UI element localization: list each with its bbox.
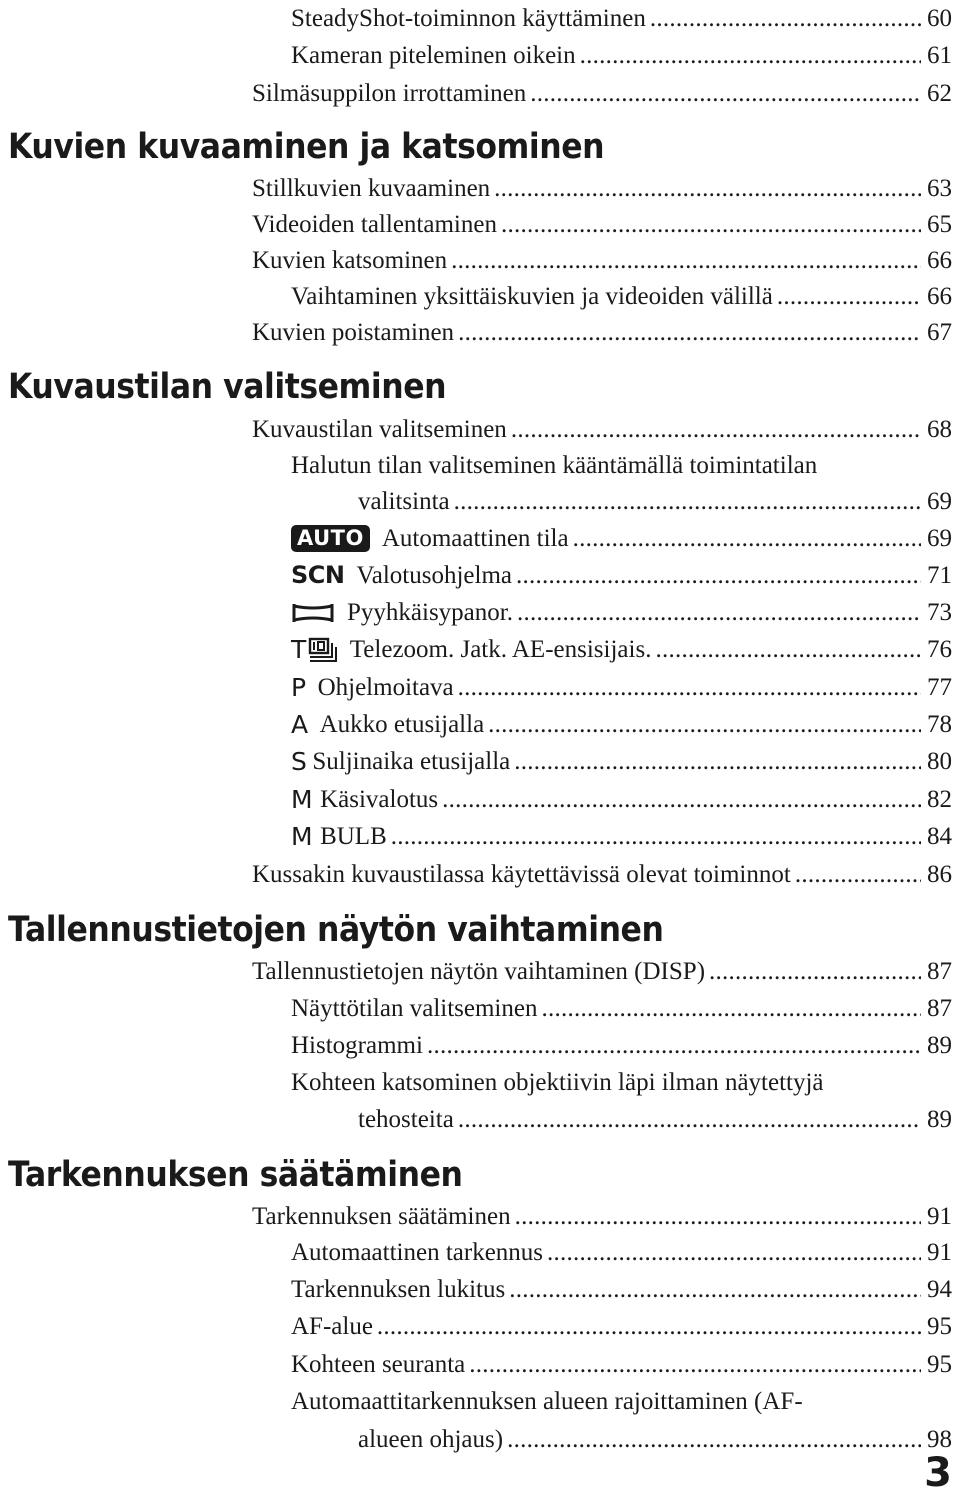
section-heading: Kuvaustilan valitseminen [8,367,447,407]
toc-entry-page: 77 [927,674,952,701]
aperture-priority-icon: A [291,710,308,739]
leader-dots [573,520,921,557]
toc-entry-title: Kuvaustilan valitseminen [252,416,507,443]
leader-dots [777,278,921,315]
toc-entry-title: Tarkennuksen säätäminen [252,1203,511,1230]
leader-dots [516,557,921,594]
toc-entry-title: Automaattitarkennuksen alueen rajoittaminen (AF- [291,1388,803,1415]
toc-entry[interactable] [252,314,952,351]
toc-entry-title: Silmäsuppilon irrottaminen [252,80,527,107]
toc-entry[interactable] [252,170,952,207]
sweep-panorama-icon [291,598,335,628]
toc-entry-title: Tarkennuksen lukitus [291,1276,506,1303]
toc-entry-title: Kussakin kuvaustilassa käytettävissä olevat toiminnot [252,861,791,888]
toc-entry-page: 95 [927,1351,952,1378]
tele-zoom-letter: T [291,635,306,664]
leader-dots [451,242,921,279]
toc-entry-page: 91 [927,1239,952,1266]
toc-entry-page: 66 [927,247,952,274]
toc-entry-title: Videoiden tallentaminen [252,211,497,238]
toc-entry-page: 78 [927,711,952,738]
leader-dots [514,743,921,780]
toc-entry-page: 94 [927,1276,952,1303]
toc-entry-page: 76 [927,636,952,663]
leader-dots [509,1271,921,1308]
toc-entry-title: Käsivalotus [320,786,439,813]
toc-entry-page: 86 [927,861,952,888]
toc-entry-title: Kameran piteleminen oikein [291,42,576,69]
toc-entry-title: Näyttötilan valitseminen [291,995,538,1022]
section-heading: Tallennustietojen näytön vaihtaminen [8,910,664,950]
toc-entry-page: 82 [927,786,952,813]
toc-entry[interactable] [252,1198,952,1235]
toc-entry-title: Histogrammi [291,1032,423,1059]
leader-dots [650,0,921,37]
leader-dots [655,631,921,668]
toc-entry-title: Kohteen seuranta [291,1351,466,1378]
toc-entry-page: 95 [927,1313,952,1340]
tele-zoom-continuous-icon [291,635,338,665]
toc-entry-title: Ohjelmoitava [317,674,454,701]
toc-entry[interactable] [291,37,952,74]
leader-dots [511,411,921,448]
toc-entry-page: 68 [927,416,952,443]
toc-entry-page: 60 [927,5,952,32]
leader-dots [442,781,921,818]
toc-entry[interactable] [358,483,952,520]
toc-entry[interactable] [291,706,952,743]
toc-entry-title: AF-alue [291,1313,373,1340]
toc-entry[interactable] [252,242,952,279]
leader-dots [458,314,921,351]
toc-entry-title: Automaattinen tila [381,525,569,552]
toc-entry-title: Kuvien poistaminen [252,319,455,346]
toc-entry[interactable] [291,781,952,818]
toc-entry-page: 69 [927,525,952,552]
toc-entry-title: Automaattinen tarkennus [291,1239,544,1266]
scene-selection-icon: SCN [291,561,345,589]
toc-entry[interactable] [291,1027,952,1064]
toc-entry[interactable] [291,990,952,1027]
leader-dots [377,1308,921,1345]
toc-entry-title: valitsinta [358,488,450,515]
toc-entry-title: Stillkuvien kuvaaminen [252,175,491,202]
toc-entry-title: Tallennustietojen näytön vaihtaminen (DISP) [252,958,706,985]
toc-entry-page: 65 [927,211,952,238]
leader-dots [391,818,921,855]
toc-entry[interactable] [291,669,952,706]
leader-dots [494,170,921,207]
toc-entry[interactable] [291,1271,952,1308]
leader-dots [501,206,921,243]
manual-exposure-icon: M [291,785,313,814]
toc-entry-title: SteadyShot-toiminnon käyttäminen [291,5,646,32]
leader-dots [515,1198,921,1235]
leader-dots [709,953,921,990]
toc-entry[interactable] [291,631,952,668]
auto-mode-icon: AUTO [291,525,370,552]
page-number: 3 [924,1450,952,1496]
leader-dots [469,1346,921,1383]
toc-entry-title: Telezoom. Jatk. AE-ensisijais. [349,636,652,663]
toc-entry[interactable] [291,1234,952,1271]
toc-entry-title: Vaihtaminen yksittäiskuvien ja videoiden välillä [291,283,773,310]
toc-entry[interactable] [252,856,952,893]
toc-entry[interactable] [291,1064,952,1101]
toc-entry-title: alueen ohjaus) [358,1426,504,1453]
toc-entry-page: 62 [927,80,952,107]
toc-entry-page: 87 [927,995,952,1022]
toc-entry[interactable] [291,594,952,631]
toc-entry-page: 73 [927,599,952,626]
toc-entry-page: 71 [927,562,952,589]
toc-entry-title: BULB [320,823,387,850]
toc-entry-page: 87 [927,958,952,985]
toc-entry-title: Aukko etusijalla [319,711,485,738]
leader-dots [580,37,921,74]
toc-entry[interactable] [291,1308,952,1345]
toc-entry-page: 89 [927,1032,952,1059]
toc-entry-page: 98 [927,1426,952,1453]
leader-dots [795,856,921,893]
toc-entry[interactable] [291,278,952,315]
section-heading: Tarkennuksen säätäminen [8,1155,463,1195]
leader-dots [517,594,921,631]
shutter-priority-icon: S [291,747,307,776]
leader-dots [454,483,921,520]
leader-dots [458,1101,921,1138]
toc-entry-page: 63 [927,175,952,202]
toc-entry-page: 80 [927,748,952,775]
toc-entry-title: Halutun tilan valitseminen kääntämällä toimintatilan [291,452,818,479]
toc-entry-page: 89 [927,1106,952,1133]
toc-entry[interactable] [291,818,952,855]
toc-entry[interactable] [358,1101,952,1138]
toc-entry-title: Kuvien katsominen [252,247,448,274]
toc-entry[interactable] [358,1421,952,1458]
toc-entry[interactable] [291,0,952,37]
toc-entry[interactable] [291,557,952,594]
toc-entry[interactable] [252,411,952,448]
toc-entry[interactable] [291,520,952,557]
leader-dots [507,1421,921,1458]
toc-entry-title: Kohteen katsominen objektiivin läpi ilman näytettyjä [291,1069,824,1096]
toc-entry[interactable] [252,953,952,990]
leader-dots [530,75,921,112]
section-heading: Kuvien kuvaaminen ja katsominen [8,127,605,167]
leader-dots [458,669,921,706]
leader-dots [427,1027,921,1064]
leader-dots [541,990,921,1027]
leader-dots [547,1234,921,1271]
toc-entry[interactable] [252,206,952,243]
toc-entry[interactable] [291,447,952,484]
toc-entry-page: 91 [927,1203,952,1230]
leader-dots [488,706,921,743]
toc-entry-page: 67 [927,319,952,346]
toc-entry[interactable] [252,75,952,112]
program-auto-icon: P [291,673,306,702]
toc-entry-title: Suljinaika etusijalla [312,748,511,775]
toc-entry[interactable] [291,1346,952,1383]
toc-entry-title: Pyyhkäisypanor. [347,599,513,626]
toc-entry-page: 66 [927,283,952,310]
toc-entry-page: 69 [927,488,952,515]
manual-exposure-icon: M [291,822,313,851]
toc-entry[interactable] [291,743,952,780]
toc-entry-page: 84 [927,823,952,850]
toc-entry-title: Valotusohjelma [356,562,513,589]
toc-entry-title: tehosteita [358,1106,454,1133]
toc-entry-page: 61 [927,42,952,69]
toc-entry[interactable] [291,1383,952,1420]
